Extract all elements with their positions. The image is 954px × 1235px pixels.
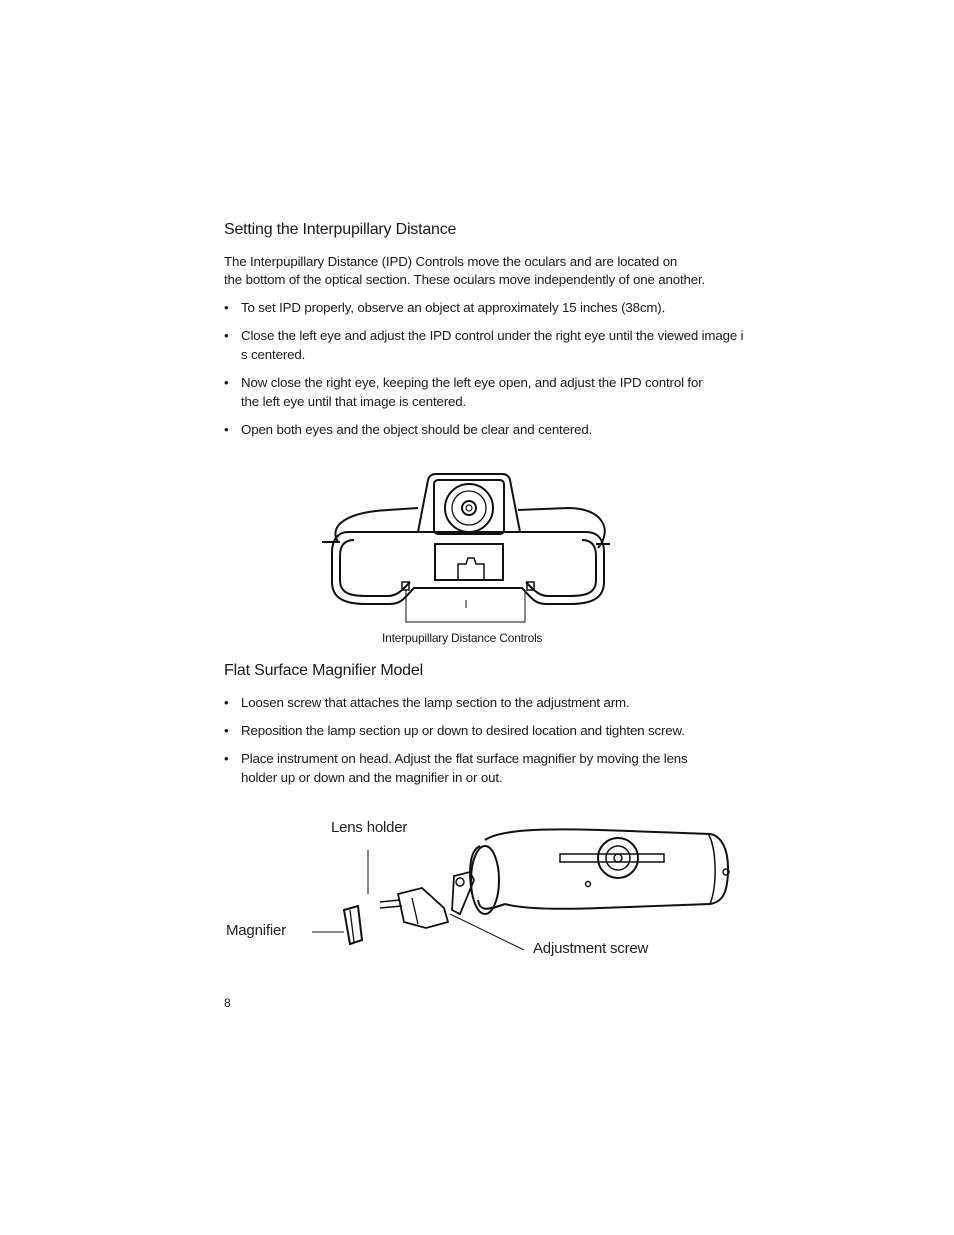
section-heading-magnifier: Flat Surface Magnifier Model <box>224 662 423 679</box>
list-item-text: Place instrument on head. Adjust the flat surface magnifier by moving the lens holder up or down and the magnifier in or out. <box>241 751 688 785</box>
adjustment-screw-label: Adjustment screw <box>533 940 649 957</box>
list-item <box>224 326 743 364</box>
list-item-text: Now close the right eye, keeping the left eye open, and adjust the IPD control for the left eye until that image is centered. <box>241 375 703 409</box>
lens-holder-label: Lens holder <box>331 819 408 836</box>
list-item-text: Open both eyes and the object should be clear and centered. <box>241 422 593 437</box>
list-item-text: Loosen screw that attaches the lamp section to the adjustment arm. <box>241 695 630 710</box>
intro-line-1: The Interpupillary Distance (IPD) Controls move the oculars and are located on <box>224 254 678 269</box>
magnifier-label: Magnifier <box>226 922 286 939</box>
ipd-controls-illustration <box>318 470 618 630</box>
list-item <box>224 693 629 712</box>
bullet-icon: • <box>224 723 229 738</box>
list-item <box>224 298 665 317</box>
page-number: 8 <box>224 996 231 1010</box>
bullet-icon: • <box>224 375 229 390</box>
bullet-icon: • <box>224 328 229 343</box>
list-item <box>224 721 685 740</box>
list-item <box>224 420 592 439</box>
list-item <box>224 373 703 411</box>
bullet-icon: • <box>224 300 229 315</box>
list-item <box>224 749 688 787</box>
list-item-text: To set IPD properly, observe an object at approximately 15 inches (38cm). <box>241 300 666 315</box>
bullet-icon: • <box>224 751 229 766</box>
bullet-icon: • <box>224 422 229 437</box>
list-item-text: Reposition the lamp section up or down to desired location and tighten screw. <box>241 723 685 738</box>
section-heading-ipd: Setting the Interpupillary Distance <box>224 221 457 238</box>
intro-line-2: the bottom of the optical section. These oculars move independently of one another. <box>224 272 706 287</box>
figure-caption: Interpupillary Distance Controls <box>382 631 543 645</box>
bullet-icon: • <box>224 695 229 710</box>
list-item-text: Close the left eye and adjust the IPD control under the right eye until the viewed image i s centered. <box>241 328 744 362</box>
